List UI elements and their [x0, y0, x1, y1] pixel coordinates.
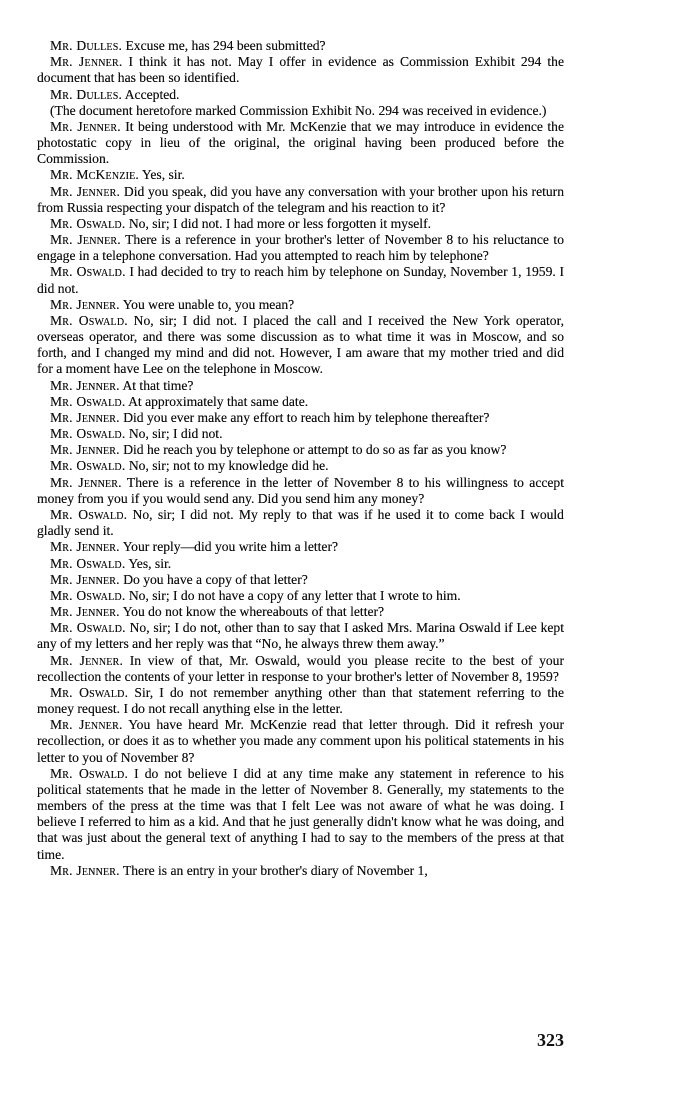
- testimony-paragraph: [37, 604, 564, 620]
- speech-text: There is a reference in the letter of November 8 to his willingness to accept money from you if you would send any. Did you send him any money?: [37, 474, 564, 506]
- speaker-name: Mr. Oswald.: [50, 393, 126, 409]
- speaker-name: Mr. Dulles.: [50, 38, 123, 53]
- speech-text: Do you have a copy of that letter?: [123, 571, 308, 587]
- speaker-name: Mr. McKenzie.: [50, 167, 140, 183]
- speech-text: Yes, sir.: [128, 555, 172, 571]
- speaker-name: Mr. Oswald.: [50, 506, 128, 522]
- speech-text: No, sir; I do not have a copy of any letter that I wrote to him.: [128, 587, 461, 603]
- testimony-paragraph: [37, 87, 564, 103]
- speech-text: No, sir; I did not.: [128, 426, 223, 442]
- testimony-paragraph: [37, 103, 564, 119]
- speaker-name: Mr. Oswald.: [50, 426, 126, 442]
- testimony-paragraph: [37, 556, 564, 572]
- speaker-name: Mr. Dulles.: [50, 86, 123, 102]
- speaker-name: Mr. Jenner.: [50, 862, 120, 878]
- testimony-paragraph: [37, 685, 564, 717]
- speaker-name: Mr. Jenner.: [50, 474, 122, 490]
- testimony-paragraph: [37, 119, 564, 168]
- testimony-paragraph: [37, 572, 564, 588]
- speech-text: No, sir; I did not. I had more or less forgotten it myself.: [128, 215, 431, 231]
- testimony-paragraph: [37, 264, 564, 296]
- testimony-paragraph: [37, 766, 564, 863]
- speaker-name: Mr. Oswald.: [50, 458, 126, 474]
- speech-text: Sir, I do not remember anything other than that statement referring to the money request. I do not recall anything else in the letter.: [37, 684, 564, 717]
- speech-text: Excuse me, has 294 been submitted?: [125, 38, 326, 53]
- speaker-name: Mr. Jenner.: [50, 539, 120, 555]
- testimony-paragraph: [37, 539, 564, 555]
- speaker-name: Mr. Jenner.: [50, 296, 120, 312]
- testimony-paragraph: [37, 863, 564, 879]
- speech-text: It being understood with Mr. McKenzie that we may introduce in evidence the photostatic copy in lieu of the original, the original having been produced before the Commission.: [37, 118, 564, 167]
- testimony-paragraph: [37, 184, 564, 216]
- speech-text: I think it has not. May I offer in evidence as Commission Exhibit 294 the document that has been so identified.: [37, 54, 564, 86]
- speech-text: I had decided to try to reach him by telephone on Sunday, November 1, 1959. I did not.: [37, 264, 564, 296]
- speech-text: At approximately that same date.: [128, 393, 309, 409]
- testimony-paragraph: [37, 394, 564, 410]
- speech-text: Did you ever make any effort to reach him by telephone thereafter?: [123, 409, 490, 425]
- speaker-name: Mr. Jenner.: [50, 717, 123, 733]
- speech-text: No, sir; I did not. My reply to that was if he used it to come back I would gladly send it.: [37, 506, 564, 539]
- speaker-name: Mr. Jenner.: [50, 652, 124, 668]
- speech-text: In view of that, Mr. Oswald, would you please recite to the best of your recollection the contents of your letter in response to your brother's letter of November 8, 1959?: [37, 652, 564, 684]
- testimony-paragraph: [37, 232, 564, 264]
- testimony-paragraph: [37, 475, 564, 507]
- speech-text: I do not believe I did at any time make any statement in reference to his political statements that he made in the letter of November 8. Generally, my statements to the members of the press at the time was that I felt Lee was not aware of what he was doing. I believe I referred to him as a kid. And that he just generally didn't know what he was doing, and that was just about the general text of anything I had to say to the members of the press at that time.: [37, 765, 564, 862]
- speaker-name: Mr. Oswald.: [50, 264, 126, 280]
- speaker-name: Mr. Oswald.: [50, 555, 126, 571]
- testimony-paragraph: [37, 458, 564, 474]
- testimony-paragraph: [37, 313, 564, 378]
- testimony-paragraph: [37, 717, 564, 766]
- speech-text: At that time?: [122, 377, 194, 393]
- speaker-name: Mr. Jenner.: [50, 604, 120, 620]
- speaker-name: Mr. Oswald.: [50, 765, 129, 781]
- testimony-paragraph: [37, 167, 564, 183]
- speaker-name: Mr. Jenner.: [50, 232, 121, 248]
- speech-text: You have heard Mr. McKenzie read that letter through. Did it refresh your recollection, or does it as to whether you made any comment upon his political statements in his letter to you of November 8?: [37, 717, 564, 765]
- testimony-paragraph: [37, 588, 564, 604]
- testimony-paragraph: [37, 442, 564, 458]
- speech-text: You were unable to, you mean?: [122, 296, 295, 312]
- speech-text: Your reply—did you write him a letter?: [122, 539, 339, 555]
- speech-text: Yes, sir.: [141, 167, 185, 183]
- testimony-paragraph: [37, 507, 564, 539]
- page-number: 323: [537, 1030, 564, 1050]
- speaker-name: Mr. Jenner.: [50, 442, 120, 458]
- speaker-name: Mr. Jenner.: [50, 54, 123, 70]
- speaker-name: Mr. Jenner.: [50, 118, 121, 134]
- speech-text: No, sir; I do not, other than to say that I asked Mrs. Marina Oswald if Lee kept any of my letters and her reply was that “No, he always threw them away.”: [37, 620, 565, 652]
- speaker-name: Mr. Oswald.: [50, 587, 126, 603]
- speaker-name: Mr. Oswald.: [50, 312, 128, 328]
- speech-text: (The document heretofore marked Commission Exhibit No. 294 was received in evidence.): [50, 102, 547, 118]
- speaker-name: Mr. Oswald.: [50, 620, 126, 636]
- testimony-paragraph: [37, 297, 564, 313]
- testimony-paragraph: [37, 426, 564, 442]
- speaker-name: Mr. Jenner.: [50, 409, 120, 425]
- testimony-paragraph: [37, 38, 564, 54]
- testimony-paragraph: [37, 378, 564, 394]
- speaker-name: Mr. Oswald.: [50, 684, 129, 700]
- speech-text: No, sir; I did not. I placed the call and I received the New York operator, overseas operator, and there was some discussion as to what time it was in Moscow, and so forth, and I changed my mind and did not. However, I am aware that my mother tried and did for a moment have Lee on the telephone in Moscow.: [37, 312, 564, 377]
- speech-text: There is a reference in your brother's letter of November 8 to his reluctance to engage in a telephone conversation. Had you attempted to reach him by telephone?: [37, 232, 564, 264]
- testimony-paragraph: [37, 216, 564, 232]
- speaker-name: Mr. Jenner.: [50, 571, 120, 587]
- testimony-paragraph: [37, 54, 564, 86]
- testimony-paragraph: [37, 653, 564, 685]
- speech-text: Did he reach you by telephone or attempt to do so as far as you know?: [123, 442, 507, 458]
- speaker-name: Mr. Jenner.: [50, 183, 121, 199]
- speaker-name: Mr. Jenner.: [50, 377, 120, 393]
- speech-text: Did you speak, did you have any conversation with your brother upon his return from Russia respecting your dispatch of the telegram and his reaction to it?: [37, 183, 564, 215]
- speech-text: There is an entry in your brother's diary of November 1,: [122, 862, 428, 878]
- speaker-name: Mr. Oswald.: [50, 215, 126, 231]
- speech-text: No, sir; not to my knowledge did he.: [128, 458, 329, 474]
- speech-text: You do not know the whereabouts of that letter?: [122, 604, 385, 620]
- speech-text: Accepted.: [124, 86, 180, 102]
- testimony-paragraph: [37, 410, 564, 426]
- testimony-paragraph: [37, 620, 564, 652]
- transcript-body: [37, 38, 564, 879]
